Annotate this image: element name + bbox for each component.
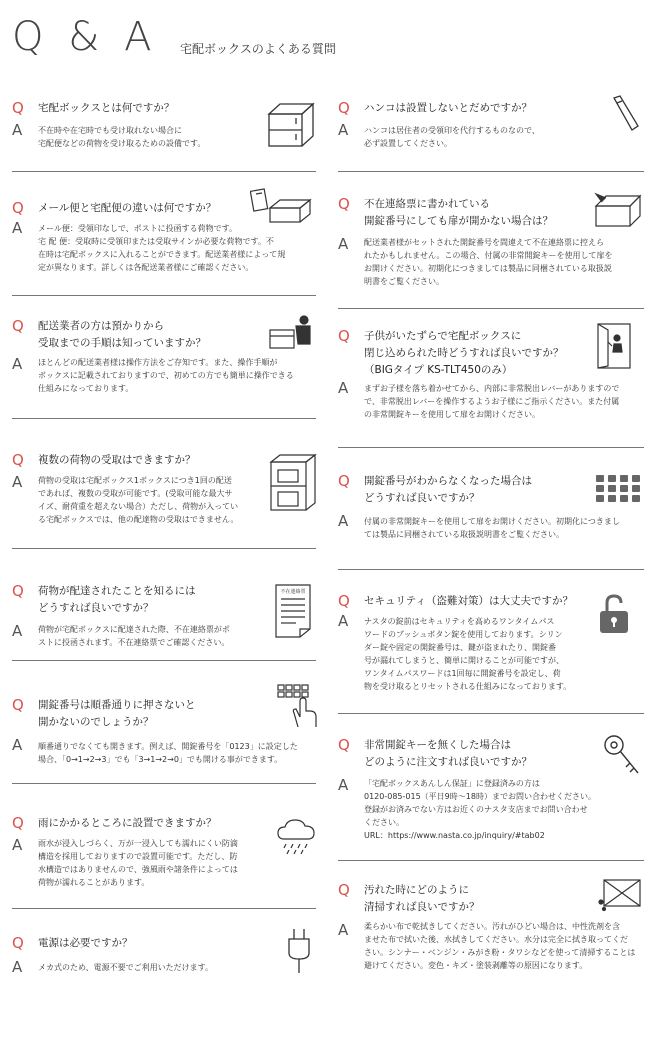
divider [12,418,316,419]
q-mark: Q [12,99,24,117]
a-mark: A [12,473,23,491]
faq-item-stamp [338,100,644,160]
q-mark: Q [12,696,24,714]
question-text: 開錠番号がわからなくなった場合は どうすれば良いですか？ [364,475,532,504]
padlock-icon [598,593,630,635]
divider [12,295,316,296]
q-mark: Q [338,327,350,345]
keypad-hand-icon [276,683,320,729]
q-mark: Q [12,582,24,600]
question-text: 汚れた時にどのように 清掃すれば良いですか？ [364,884,480,913]
divider [12,171,316,172]
faq-item-forgot-code [338,473,644,543]
question-text: 子供がいたずらで宅配ボックスに 閉じ込められた時どうすれば良いですか？ （BIGタイプ KS-TLT450のみ） [364,330,564,376]
faq-item-security [338,593,644,693]
a-mark: A [338,921,349,939]
a-mark: A [12,355,23,373]
answer-text: 順番通りでなくても開きます。例えば、開錠番号を「0123」に設定した 場合、「0→1→2→3」でも「3→1→2→0」でも開ける事ができます。 [38,742,298,764]
faq-item-cleaning [338,882,644,992]
page-subtitle: 宅配ボックスのよくある質問 [180,42,336,56]
answer-text: 柔らかい布で乾拭きしてください。汚れがひどい場合は、中性洗剤を含 ませた布で拭いた後、水拭きしてください。水分は完全に拭き取ってくだ さい。シンナー・ベンジン・みがき粉・タワシなどを使って清掃することは 避けてください。変色・キズ・塗装剥離等の原因になります。 [364,922,636,970]
multi-parcel-icon [268,452,318,514]
question-text: 荷物が配達されたことを知るには どうすれば良いですか？ [38,585,196,614]
child-inside-icon [596,322,632,370]
q-mark: Q [12,814,24,832]
a-mark: A [338,776,349,794]
a-mark: A [338,512,349,530]
answer-text: 荷物の受取は宅配ボックス1ボックスにつき1回の配送 であれば、複数の受取が可能です。(受取可能な最大サ イズ、耐荷重を超えない場合）ただし、荷物が入ってい る宅配ボックスでは、他の配達物の受取はできません。 [38,476,239,524]
question-text: 非常開錠キーを無くした場合は どのように注文すれば良いですか？ [364,739,532,768]
answer-text: 付属の非常開錠キーを使用して扉をお開けください。初期化につきまし ては製品に同梱されている取扱説明書をご覧ください。 [364,517,620,539]
answer-text: 不在時や在宅時でも受け取れない場合に 宅配便などの荷物を受け取るための設備です。 [38,126,206,148]
a-mark: A [338,379,349,397]
answer-text: 荷物が宅配ボックスに配達された際、不在連絡票がポ ストに投函されます。不在連絡票でご確認ください。 [38,625,230,647]
question-text: メール便と宅配便の違いは何ですか？ [38,202,217,214]
faq-item-mail-vs-parcel [12,200,316,280]
a-mark: A [12,219,23,237]
faq-item-what-is-box [12,100,316,160]
answer-text: 「宅配ボックスあんしん保証」に登録済みの方は 0120-085-015（平日9時〜18時）までお問い合わせください。 登録がお済みでない方はお近くのナスタ支店までお問い合わせ ください。 URL：https://www.nasta.co.jp/inquiry/#tab02 [364,779,596,840]
rain-cloud-icon [276,817,316,857]
question-text: 雨にかかるところに設置できますか？ [38,817,217,829]
divider [338,713,644,714]
parcel-envelope-icon [250,188,312,224]
question-text: 開錠番号は順番通りに押さないと 開かないのでしょうか？ [38,699,196,728]
faq-item-keypad-order [12,697,316,767]
question-text: 配送業者の方は預かりから 受取までの手順は知っていますか？ [38,320,206,349]
faq-item-delivery-procedure [12,318,316,398]
question-text: ハンコは設置しないとだめですか？ [364,102,532,114]
answer-text: ほとんどの配送業者様は操作方法をご存知です。また、操作手順が ボックスに記載されておりますので、初めての方でも簡単に操作できる 仕組みになっております。 [38,358,294,393]
answer-text: メカ式のため、電源不要でご利用いただけます。 [38,963,214,972]
faq-item-delivery-notice [12,583,316,653]
divider [338,308,644,309]
faq-item-power [12,935,316,985]
a-mark: A [12,622,23,640]
a-mark: A [12,958,23,976]
a-mark: A [12,121,23,139]
locker-icon [266,100,316,148]
box-open-icon [594,192,642,228]
a-mark: A [338,121,349,139]
answer-text: 配送業者様がセットされた開錠番号を間違えて不在連絡票に控えら れたかもしれません。この場合、付属の非常開錠キーを使用して扉を お開けください。初期化につきましては製品に同梱されている取扱説 明書をご覧ください。 [364,238,613,286]
qa-logo: Q & A [12,14,158,60]
notice-slip-text: 不在連絡票 [280,589,306,595]
answer-text: 雨水が浸入しづらく、万が一浸入しても濡れにくい防滴 構造を採用しておりますので設置可能です。ただし、防 水構造ではありませんので、強風雨や諸条件によっては 荷物が濡れることがあります。 [38,839,238,887]
q-mark: Q [338,592,350,610]
faq-item-lost-key [338,737,644,847]
divider [338,447,644,448]
question-text: セキュリティ（盗難対策）は大丈夫ですか？ [364,595,573,607]
q-mark: Q [338,472,350,490]
a-mark: A [12,736,23,754]
divider [12,908,316,909]
divider [338,569,644,570]
answer-text: ナスタの錠前はセキュリティを高めるワンタイムパス ワードのプッシュボタン錠を使用しております。シリン ダー錠や固定の開錠番号は、鍵が盗まれたり、開錠番 号が漏れてしまうと、簡単に開けることが可能ですが、 ワンタイムパスワードは1回毎に開錠番号を設定し、荷 物を受け取るとリセットされる仕組みになっております。 [364,617,572,691]
question-text: 不在連絡票に書かれている 開錠番号にしても扉が開かない場合は？ [364,198,553,227]
answer-text: まずお子様を落ち着かせてから、内部に非常脱出レバーがありますので で、非常脱出レバーを操作するようお子様にご指示ください。また付属 の非常開錠キーを使用して扉をお開けください。 [364,384,620,419]
notice-slip-icon [274,583,312,639]
divider [338,860,644,861]
faq-item-code-not-opening [338,196,644,296]
faq-item-multiple-parcels [12,452,316,542]
q-mark: Q [12,199,24,217]
a-mark: A [338,235,349,253]
answer-text: ハンコは居住者の受領印を代行するものなので、 必ず設置してください。 [364,126,540,148]
q-mark: Q [338,195,350,213]
faq-item-child-trapped [338,328,644,428]
divider [12,548,316,549]
question-text: 宅配ボックスとは何ですか？ [38,102,175,114]
a-mark: A [12,836,23,854]
q-mark: Q [12,451,24,469]
faq-item-rain [12,815,316,895]
answer-text: メール便：受領印なしで、ポストに投函する荷物です。 宅 配 便：受取時に受領印または受取サインが必要な荷物です。不 在時は宅配ボックスに入れることができます。配送業者様によって規 定が異なります。詳しくは各配送業者様にご確認ください。 [38,224,286,272]
key-icon [602,733,642,779]
stamp-icon [608,94,642,134]
q-mark: Q [338,736,350,754]
q-mark: Q [12,934,24,952]
dirty-box-icon [598,878,642,912]
q-mark: Q [12,317,24,335]
a-mark: A [338,612,349,630]
delivery-person-icon [266,314,314,352]
question-text: 複数の荷物の受取はできますか？ [38,454,196,466]
q-mark: Q [338,99,350,117]
power-plug-icon [286,927,312,975]
divider [12,783,316,784]
question-text: 電源は必要ですか？ [38,937,133,949]
divider [338,171,644,172]
q-mark: Q [338,881,350,899]
divider [12,660,316,661]
keypad-icon [596,475,642,505]
